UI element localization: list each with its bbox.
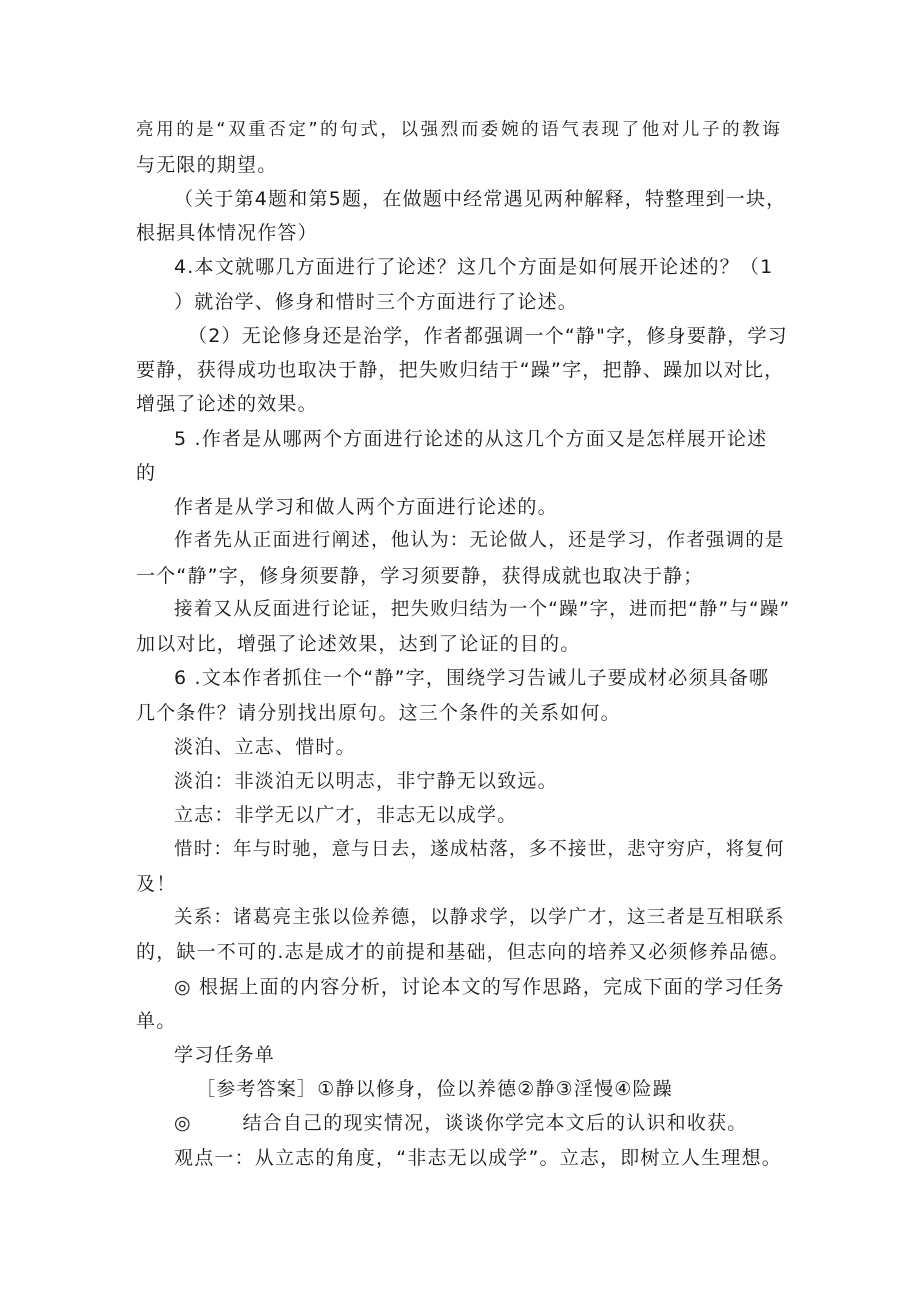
text-line: ）就治学、修身和惜时三个方面进行了论述。 (174, 291, 579, 313)
text-line: （关于第4题和第5题，在做题中经常遇见两种解释，特整理到一块， (174, 188, 787, 210)
text-line: 的，缺一不可的.志是成才的前提和基础，但志向的培养又必须修养品德。 (136, 941, 790, 963)
reference-answer: ［参考答案］①静以修身，俭以养德②静③淫慢④险躁 (196, 1078, 673, 1100)
text-line: 淡泊：非淡泊无以明志，非宁静无以致远。 (174, 770, 558, 792)
text-line: 一个“静”字，修身须要静，学习须要静，获得成就也取决于静； (136, 565, 704, 587)
text-line: 单。 (136, 1010, 177, 1032)
text-line: （2）无论修身还是治学，作者都强调一个“静"字，修身要静，学习 (188, 325, 788, 347)
text-line: 观点一：从立志的角度，“非志无以成学”。立志，即树立人生理想。 (174, 1147, 782, 1169)
text-line: 及！ (136, 873, 177, 895)
text-line: ◎ 根据上面的内容分析，讨论本文的写作思路，完成下面的学习任务 (174, 976, 785, 998)
text-line: 几个条件？请分别找出原句。这三个条件的关系如何。 (136, 702, 621, 724)
text-line: 作者先从正面进行阐述，他认为：无论做人，还是学习，作者强调的是 (174, 530, 785, 551)
section-heading: 学习任务单 (174, 1044, 276, 1066)
text-line: 与无限的期望。 (136, 154, 278, 176)
text-line: 惜时：年与时驰，意与日去，遂成枯落，多不接世，悲守穷庐，将复何 (174, 839, 785, 860)
text-line: ◎ 结合自己的现实情况，谈谈你学完本文后的认识和收获。 (174, 1112, 748, 1134)
text-line: 立志：非学无以广才，非志无以成学。 (174, 804, 518, 826)
question-4: 4.本文就哪几方面进行了论述？这几个方面是如何展开论述的？（1 (174, 256, 774, 278)
text-line: 增强了论述的效果。 (136, 393, 318, 415)
question-6: 6 .文本作者抓住一个“静”字，围绕学习告诫儿子要成材必须具备哪 (174, 667, 770, 689)
text-line: 作者是从学习和做人两个方面进行论述的。 (174, 496, 558, 518)
text-line: 的 (136, 462, 157, 484)
text-line: 关系：诸葛亮主张以俭养德，以静求学，以学广才，这三者是互相联系 (174, 907, 785, 928)
text-line: 亮用的是“双重否定”的句式，以强烈而委婉的语气表现了他对儿子的教诲 (136, 120, 783, 140)
text-line: 要静，获得成功也取决于静，把失败归结于“躁”字，把静、躁加以对比， (136, 359, 785, 381)
text-line: 接着又从反面进行论证，把失败归结为一个“躁”字，进而把“静”与“躁” (174, 599, 791, 620)
text-line: 根据具体情况作答） (136, 222, 318, 244)
text-line: 淡泊、立志、惜时。 (174, 736, 356, 758)
question-5: 5 .作者是从哪两个方面进行论述的从这几个方面又是怎样展开论述 (174, 428, 768, 450)
text-line: 加以对比，增强了论述效果，达到了论证的目的。 (136, 633, 581, 655)
